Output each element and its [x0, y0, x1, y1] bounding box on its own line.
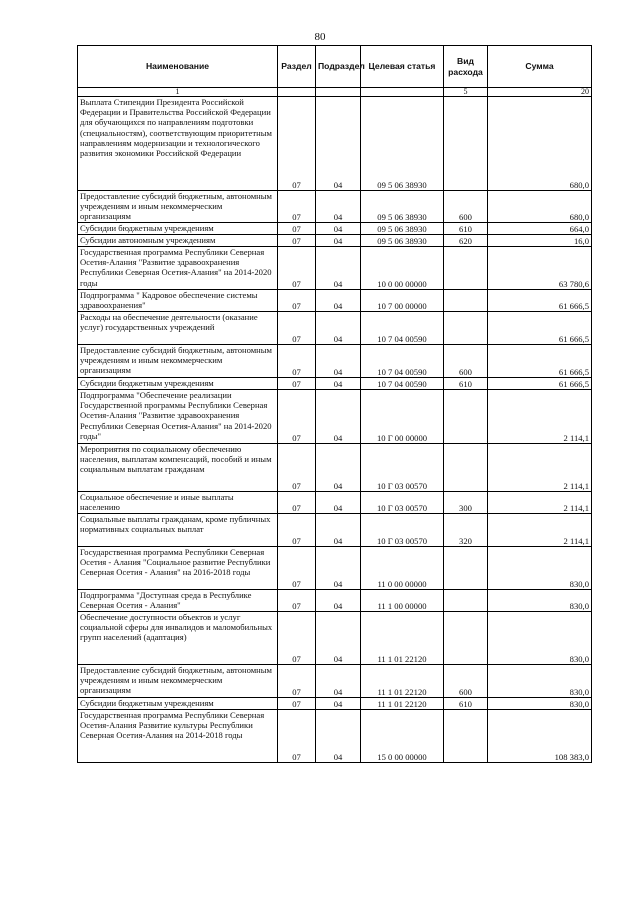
- colnum: [361, 88, 444, 97]
- cell-name: [78, 698, 278, 710]
- cell-razdel: 07: [278, 444, 316, 492]
- cell-name-text: Субсидии бюджетным учреждениям: [80, 223, 214, 233]
- cell-podrazdel: 04: [316, 547, 361, 590]
- cell-celevaya: 10 7 00 00000: [361, 290, 444, 312]
- cell-summa: 2 114,1: [488, 492, 592, 514]
- cell-celevaya: 11 1 01 22120: [361, 612, 444, 665]
- cell-summa: 16,0: [488, 235, 592, 247]
- table-row: [78, 191, 592, 223]
- cell-podrazdel: 04: [316, 390, 361, 444]
- cell-podrazdel: 04: [316, 345, 361, 378]
- cell-podrazdel: 04: [316, 223, 361, 235]
- cell-name-text: Расходы на обеспечение деятельности (оказание услуг) государственных учреждений: [80, 312, 258, 333]
- cell-celevaya: 09 5 06 38930: [361, 235, 444, 247]
- cell-name-text: Предоставление субсидий бюджетным, автономным учреждениям и иным некоммерческим организациям: [80, 665, 272, 696]
- cell-celevaya: 10 Г 03 00570: [361, 514, 444, 547]
- cell-name-text: Социальные выплаты гражданам, кроме публичных нормативных социальных выплат: [80, 514, 271, 535]
- header-row: [78, 46, 592, 88]
- table-row: [78, 514, 592, 547]
- cell-summa: 61 666,5: [488, 345, 592, 378]
- header-summa: Сумма: [488, 46, 592, 88]
- cell-name: [78, 710, 278, 763]
- cell-summa: 61 666,5: [488, 312, 592, 345]
- cell-razdel: 07: [278, 378, 316, 390]
- cell-podrazdel: 04: [316, 312, 361, 345]
- cell-name: [78, 312, 278, 345]
- cell-name: [78, 547, 278, 590]
- cell-podrazdel: 04: [316, 710, 361, 763]
- cell-name-text: Социальное обеспечение и иные выплаты населению: [80, 492, 234, 513]
- cell-vid: 300: [444, 492, 488, 514]
- cell-celevaya: 11 1 01 22120: [361, 665, 444, 698]
- cell-podrazdel: 04: [316, 378, 361, 390]
- cell-summa: 830,0: [488, 665, 592, 698]
- cell-celevaya: 10 7 04 00590: [361, 312, 444, 345]
- cell-podrazdel: 04: [316, 444, 361, 492]
- cell-vid: [444, 547, 488, 590]
- table-row: [78, 235, 592, 247]
- cell-podrazdel: 04: [316, 492, 361, 514]
- cell-name: [78, 191, 278, 223]
- cell-razdel: 07: [278, 492, 316, 514]
- cell-vid: [444, 444, 488, 492]
- cell-summa: 2 114,1: [488, 444, 592, 492]
- cell-razdel: 07: [278, 547, 316, 590]
- cell-razdel: 07: [278, 223, 316, 235]
- page-number: 80: [314, 31, 326, 43]
- cell-vid: [444, 590, 488, 612]
- cell-summa: 61 666,5: [488, 378, 592, 390]
- cell-name: [78, 492, 278, 514]
- cell-razdel: 07: [278, 590, 316, 612]
- cell-name-text: Подпрограмма " Кадровое обеспечение системы здравоохранения": [80, 290, 258, 311]
- cell-name: [78, 290, 278, 312]
- header-celevaya: Целевая статья: [361, 46, 444, 88]
- cell-summa: 680,0: [488, 191, 592, 223]
- cell-celevaya: 09 5 06 38930: [361, 191, 444, 223]
- cell-vid: 610: [444, 223, 488, 235]
- cell-name-text: Предоставление субсидий бюджетным, автономным учреждениям и иным некоммерческим организациям: [80, 191, 272, 222]
- table-row: [78, 665, 592, 698]
- cell-name-text: Мероприятия по социальному обеспечению населения, выплатам компенсаций, пособий и иным социальным выплатам гражданам: [80, 444, 272, 475]
- cell-name: [78, 665, 278, 698]
- cell-summa: 2 114,1: [488, 390, 592, 444]
- cell-celevaya: 10 7 04 00590: [361, 378, 444, 390]
- cell-summa: 61 666,5: [488, 290, 592, 312]
- cell-celevaya: 10 Г 03 00570: [361, 444, 444, 492]
- cell-name: [78, 590, 278, 612]
- cell-razdel: 07: [278, 665, 316, 698]
- cell-vid: 610: [444, 698, 488, 710]
- table-row: [78, 312, 592, 345]
- table-row: [78, 390, 592, 444]
- cell-podrazdel: 04: [316, 290, 361, 312]
- cell-name: [78, 235, 278, 247]
- cell-summa: 2 114,1: [488, 514, 592, 547]
- cell-name: [78, 444, 278, 492]
- cell-name-text: Государственная программа Республики Северная Осетия - Алания "Социальное развитие Республики Северная Осетия - Алания" на 2016-2018 годы: [80, 547, 271, 578]
- cell-podrazdel: 04: [316, 191, 361, 223]
- cell-podrazdel: 04: [316, 698, 361, 710]
- cell-summa: 680,0: [488, 97, 592, 191]
- cell-name-text: Субсидии бюджетным учреждениям: [80, 698, 214, 708]
- table-row: [78, 378, 592, 390]
- cell-podrazdel: 04: [316, 590, 361, 612]
- cell-podrazdel: 04: [316, 247, 361, 290]
- cell-razdel: 07: [278, 345, 316, 378]
- colnum: 20: [488, 88, 592, 97]
- cell-razdel: 07: [278, 514, 316, 547]
- cell-celevaya: 10 0 00 00000: [361, 247, 444, 290]
- cell-razdel: 07: [278, 247, 316, 290]
- header-razdel: Раздел: [278, 46, 316, 88]
- colnum: [316, 88, 361, 97]
- table-row: [78, 492, 592, 514]
- cell-razdel: 07: [278, 390, 316, 444]
- cell-razdel: 07: [278, 290, 316, 312]
- cell-celevaya: 11 1 01 22120: [361, 698, 444, 710]
- cell-name: [78, 223, 278, 235]
- table-row: [78, 710, 592, 763]
- cell-name-text: Субсидии бюджетным учреждениям: [80, 378, 214, 388]
- cell-podrazdel: 04: [316, 97, 361, 191]
- cell-name: [78, 378, 278, 390]
- cell-vid: 610: [444, 378, 488, 390]
- colnum: 1: [78, 88, 278, 97]
- cell-podrazdel: 04: [316, 235, 361, 247]
- table-row: [78, 97, 592, 191]
- cell-podrazdel: 04: [316, 612, 361, 665]
- cell-vid: [444, 312, 488, 345]
- cell-name-text: Обеспечение доступности объектов и услуг социальной сферы для инвалидов и маломобильных групп населений (адаптация): [80, 612, 273, 643]
- cell-celevaya: 10 Г 00 00000: [361, 390, 444, 444]
- cell-summa: 830,0: [488, 547, 592, 590]
- cell-razdel: 07: [278, 191, 316, 223]
- cell-name: [78, 97, 278, 191]
- cell-podrazdel: 04: [316, 665, 361, 698]
- cell-name-text: Предоставление субсидий бюджетным, автономным учреждениям и иным некоммерческим организациям: [80, 345, 272, 376]
- table-row: [78, 612, 592, 665]
- cell-name: [78, 514, 278, 547]
- table-row: [78, 590, 592, 612]
- cell-name-text: Подпрограмма "Обеспечение реализации Государственной программы Республики Северная Осетия-Алания "Развитие здравоохранения Республики Северная Осетия-Алания" на 2014-2020 годы": [80, 390, 272, 441]
- cell-celevaya: 11 0 00 00000: [361, 547, 444, 590]
- cell-name-text: Выплата Стипендии Президента Российской Федерации и Правительства Российской Федерации для обучающихся по направлениям подготовки (специальностям), соответствующим приоритетным направлениям модернизации и технологического развития экономики Российской Федерации: [80, 97, 272, 159]
- cell-name-text: Подпрограмма "Доступная среда в Республике Северная Осетия - Алания": [80, 590, 252, 611]
- cell-celevaya: 11 1 00 00000: [361, 590, 444, 612]
- table-row: [78, 223, 592, 235]
- cell-vid: 320: [444, 514, 488, 547]
- cell-razdel: 07: [278, 698, 316, 710]
- cell-summa: 664,0: [488, 223, 592, 235]
- cell-razdel: 07: [278, 97, 316, 191]
- cell-name-text: Государственная программа Республики Северная Осетия-Алания Развитие культуры Республики Северная Осетия-Алания на 2014-2018 годы: [80, 710, 265, 741]
- cell-vid: [444, 97, 488, 191]
- cell-vid: [444, 247, 488, 290]
- cell-podrazdel: 04: [316, 514, 361, 547]
- cell-name: [78, 612, 278, 665]
- cell-razdel: 07: [278, 612, 316, 665]
- cell-summa: 830,0: [488, 612, 592, 665]
- cell-vid: [444, 612, 488, 665]
- table-row: [78, 290, 592, 312]
- cell-vid: [444, 710, 488, 763]
- cell-celevaya: 15 0 00 00000: [361, 710, 444, 763]
- cell-celevaya: 09 5 06 38930: [361, 97, 444, 191]
- cell-name: [78, 390, 278, 444]
- cell-celevaya: 09 5 06 38930: [361, 223, 444, 235]
- cell-summa: 63 780,6: [488, 247, 592, 290]
- header-podrazdel: Подраздел: [316, 46, 361, 88]
- header-vid: Вид расхода: [444, 46, 488, 88]
- cell-vid: 620: [444, 235, 488, 247]
- cell-celevaya: 10 Г 03 00570: [361, 492, 444, 514]
- cell-vid: [444, 390, 488, 444]
- column-numbers-row: [78, 88, 592, 97]
- colnum: 5: [444, 88, 488, 97]
- cell-razdel: 07: [278, 235, 316, 247]
- header-name: Наименование: [78, 46, 278, 88]
- table-row: [78, 247, 592, 290]
- cell-summa: 830,0: [488, 698, 592, 710]
- budget-table: [77, 45, 592, 763]
- cell-name: [78, 345, 278, 378]
- cell-summa: 108 383,0: [488, 710, 592, 763]
- cell-name-text: Субсидии автономным учреждениям: [80, 235, 216, 245]
- cell-summa: 830,0: [488, 590, 592, 612]
- table-row: [78, 345, 592, 378]
- cell-vid: 600: [444, 191, 488, 223]
- table-row: [78, 444, 592, 492]
- cell-vid: 600: [444, 665, 488, 698]
- cell-name: [78, 247, 278, 290]
- cell-razdel: 07: [278, 710, 316, 763]
- colnum: [278, 88, 316, 97]
- cell-vid: [444, 290, 488, 312]
- cell-name-text: Государственная программа Республики Северная Осетия-Алания "Развитие здравоохранения Республики Северная Осетия-Алания" на 2014-2020 годы: [80, 247, 272, 288]
- cell-celevaya: 10 7 04 00590: [361, 345, 444, 378]
- table-row: [78, 698, 592, 710]
- cell-vid: 600: [444, 345, 488, 378]
- cell-razdel: 07: [278, 312, 316, 345]
- table-row: [78, 547, 592, 590]
